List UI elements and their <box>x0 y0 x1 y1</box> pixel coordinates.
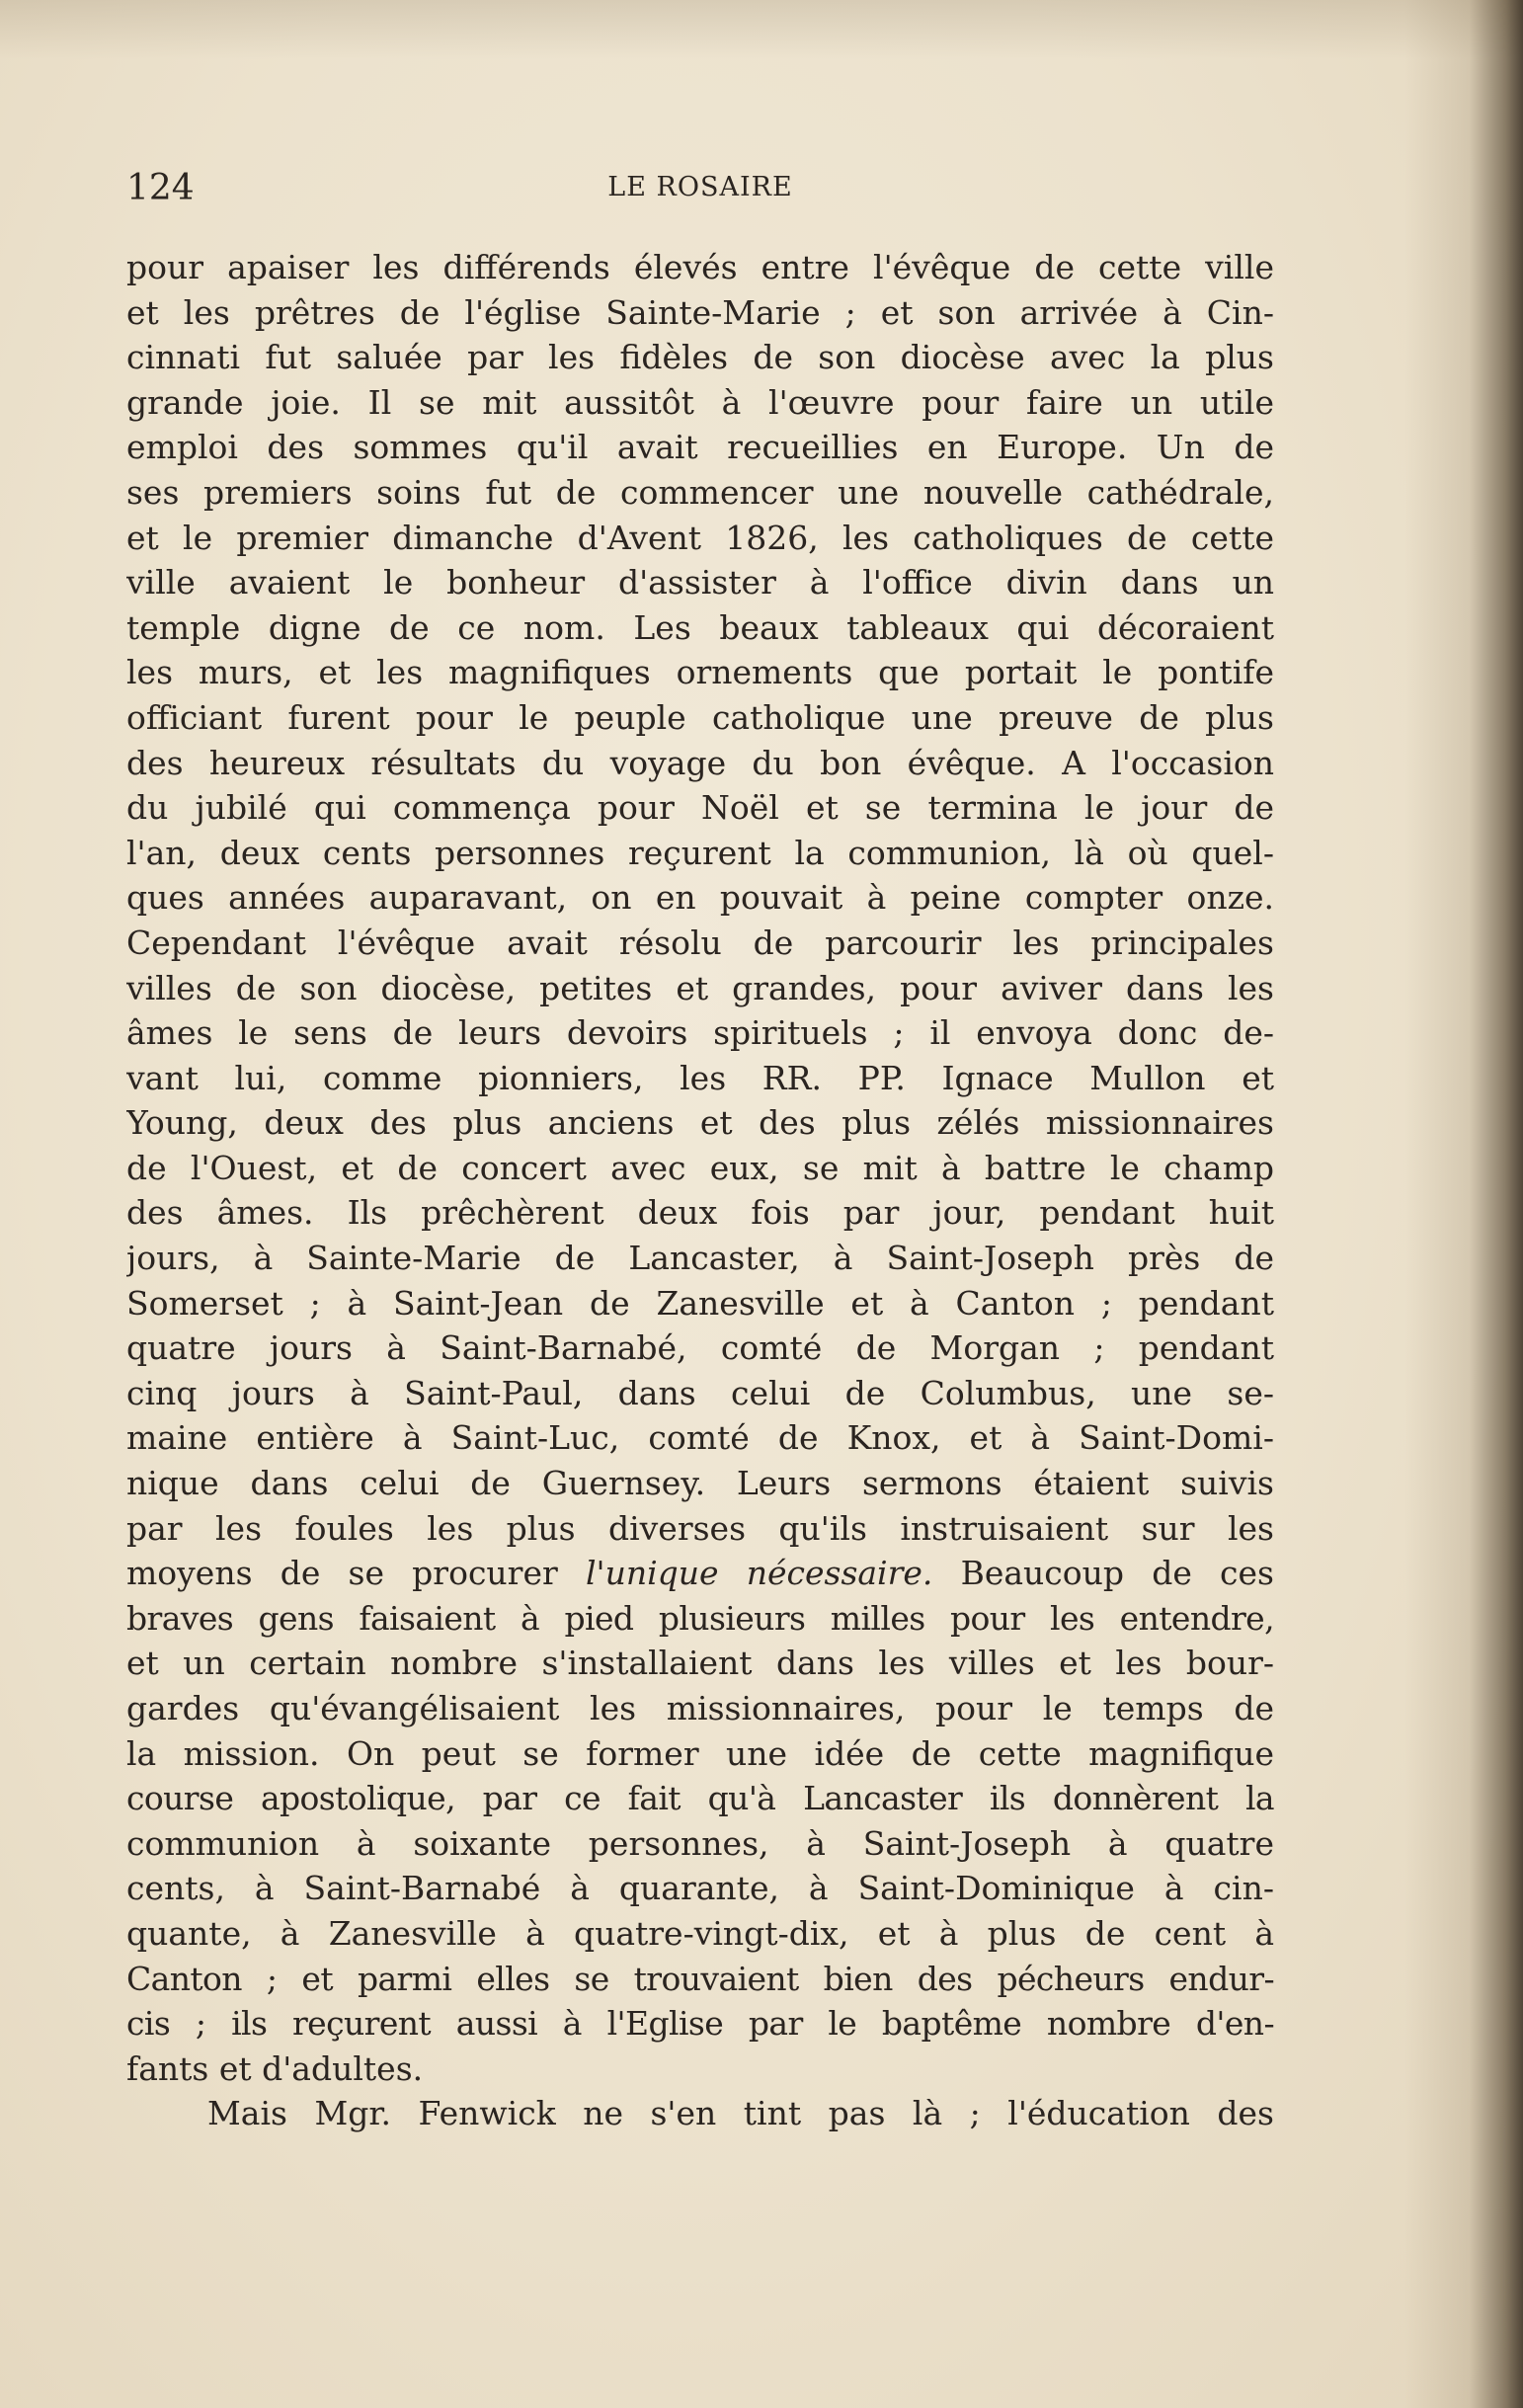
text-line: temple digne de ce nom. Les beaux tableaux qui décoraient <box>126 607 1274 647</box>
text-line: Young, deux des plus anciens et des plus zélés missionnaires <box>126 1103 1274 1143</box>
text-line: pour apaiser les différends élevés entre l'évêque de cette ville <box>126 248 1274 286</box>
page-gutter-shadow <box>1404 0 1523 2408</box>
text-line: du jubilé qui commença pour Noël et se termina le jour de <box>126 788 1274 828</box>
running-head: LE ROSAIRE <box>607 172 793 202</box>
italic-phrase: l'unique nécessaire. <box>585 1554 933 1593</box>
text-line: grande joie. Il se mit aussitôt à l'œuvre pour faire un utile <box>126 382 1274 422</box>
text-line: cinnati fut saluée par les fidèles de son diocèse avec la plus <box>126 338 1274 377</box>
text-line: cinq jours à Saint-Paul, dans celui de Columbus, une se- <box>126 1373 1274 1412</box>
body-text <box>126 245 1274 2136</box>
page-number: 124 <box>126 168 195 208</box>
text-line: maine entière à Saint-Luc, comté de Knox, et à Saint-Domi- <box>126 1418 1274 1458</box>
paragraph-end-line: fants et d'adultes. <box>126 2048 424 2088</box>
text-line: ville avaient le bonheur d'assister à l'office divin dans un <box>126 563 1274 602</box>
text-line: communion à soixante personnes, à Saint-Joseph à quatre <box>126 1823 1274 1863</box>
text-line: villes de son diocèse, petites et grandes, pour aviver dans les <box>126 968 1274 1007</box>
text-line: quante, à Zanesville à quatre-vingt-dix, et à plus de cent à <box>126 1913 1274 1953</box>
text-line: de l'Ouest, et de concert avec eux, se mit à battre le champ <box>126 1148 1274 1187</box>
text-line: ses premiers soins fut de commencer une nouvelle cathédrale, <box>126 472 1274 512</box>
text-line: Cependant l'évêque avait résolu de parcourir les principales <box>126 923 1274 962</box>
text-line: et le premier dimanche d'Avent 1826, les catholiques de cette <box>126 518 1274 557</box>
text-line: la mission. On peut se former une idée de cette magnifique <box>126 1733 1274 1773</box>
text-line: emploi des sommes qu'il avait recueillies en Europe. Un de <box>126 428 1274 467</box>
text-line: jours, à Sainte-Marie de Lancaster, à Saint-Joseph près de <box>126 1239 1274 1278</box>
page-header <box>126 168 1274 217</box>
text-line: et un certain nombre s'installaient dans les villes et les bour- <box>126 1644 1274 1683</box>
text-segment: Beaucoup de ces <box>932 1554 1274 1593</box>
text-line: les murs, et les magnifiques ornements que portait le pontife <box>126 653 1274 692</box>
text-line: des âmes. Ils prêchèrent deux fois par jour, pendant huit <box>126 1193 1274 1233</box>
text-line: course apostolique, par ce fait qu'à Lancaster ils donnèrent la <box>126 1779 1274 1818</box>
text-line: l'an, deux cents personnes reçurent la communion, là où quel- <box>126 833 1274 872</box>
page-top-shadow <box>0 0 1523 59</box>
text-line: et les prêtres de l'église Sainte-Marie ; et son arrivée à Cin- <box>126 292 1274 332</box>
text-line: quatre jours à Saint-Barnabé, comté de Morgan ; pendant <box>126 1328 1274 1368</box>
text-segment: moyens de se procurer <box>126 1554 586 1593</box>
text-line: vant lui, comme pionniers, les RR. PP. Ignace Mullon et <box>126 1058 1274 1097</box>
text-line: cis ; ils reçurent aussi à l'Eglise par le baptême nombre d'en- <box>126 2004 1274 2044</box>
text-line: officiant furent pour le peuple catholique une preuve de plus <box>126 697 1274 737</box>
text-line: gardes qu'évangélisaient les missionnaires, pour le temps de <box>126 1689 1274 1727</box>
text-line: ques années auparavant, on en pouvait à peine compter onze. <box>126 878 1274 918</box>
text-line: des heureux résultats du voyage du bon évêque. A l'occasion <box>126 743 1274 782</box>
text-line: Canton ; et parmi elles se trouvaient bien des pécheurs endur- <box>126 1959 1274 1998</box>
text-line: par les foules les plus diverses qu'ils instruisaient sur les <box>126 1508 1274 1548</box>
paragraph-first-line: Mais Mgr. Fenwick ne s'en tint pas là ; l'éducation des <box>207 2094 1274 2133</box>
text-line: âmes le sens de leurs devoirs spirituels ; il envoya donc de- <box>126 1013 1274 1053</box>
text-line: Somerset ; à Saint-Jean de Zanesville et à Canton ; pendant <box>126 1283 1274 1323</box>
text-line-with-italic <box>126 1551 1274 1596</box>
text-line: cents, à Saint-Barnabé à quarante, à Saint-Dominique à cin- <box>126 1869 1274 1908</box>
text-line: braves gens faisaient à pied plusieurs milles pour les entendre, <box>126 1598 1274 1638</box>
text-line: nique dans celui de Guernsey. Leurs sermons étaient suivis <box>126 1464 1274 1503</box>
